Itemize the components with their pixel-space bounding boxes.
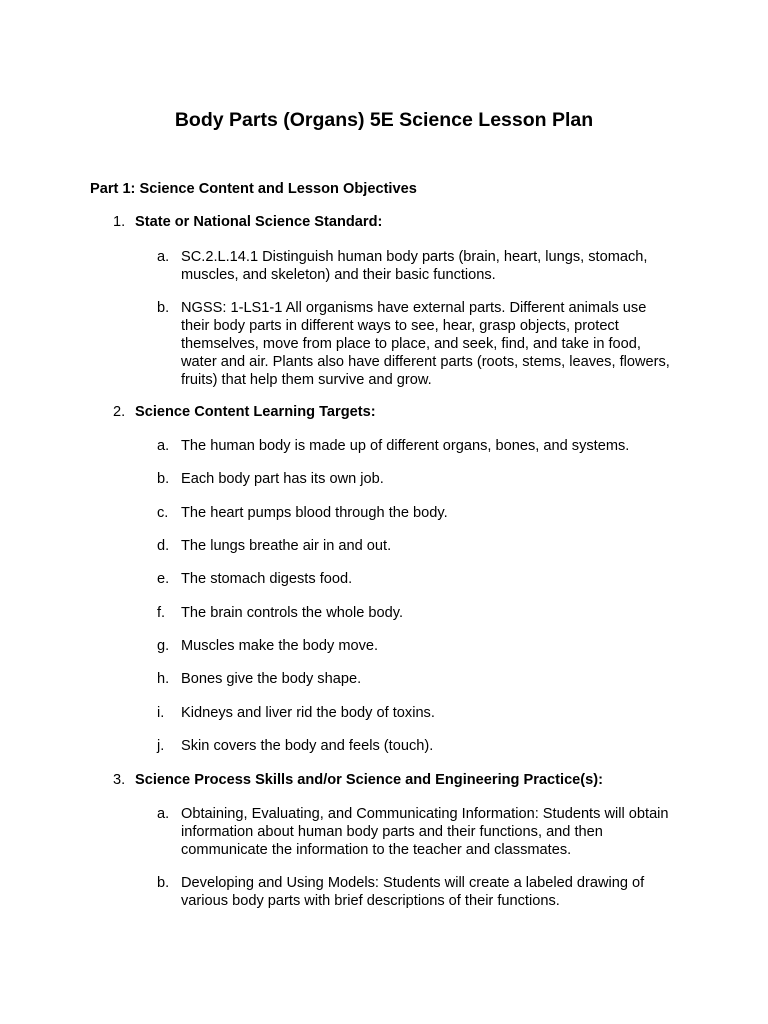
list-item-text: Bones give the body shape.	[181, 671, 362, 687]
list-item-text: The lungs breathe air in and out.	[181, 538, 392, 554]
section-heading	[113, 771, 603, 789]
list-item-text: Muscles make the body move.	[181, 638, 379, 654]
list-item-marker: a.	[157, 249, 170, 265]
list-item-marker: f.	[157, 605, 166, 621]
list-item	[157, 737, 677, 755]
section-number: 2.	[113, 404, 126, 420]
section-title: State or National Science Standard:	[135, 214, 383, 230]
list-item-text: Each body part has its own job.	[181, 471, 384, 487]
list-item-text: Developing and Using Models: Students will create a labeled drawing of various body parts with brief descriptions of their functions.	[181, 875, 645, 909]
list-item-marker: b.	[157, 471, 170, 487]
list-item-text: The stomach digests food.	[181, 571, 353, 587]
list-item-text: Skin covers the body and feels (touch).	[181, 738, 434, 754]
list-item	[157, 670, 677, 688]
list-item	[157, 704, 677, 722]
list-item	[157, 537, 677, 555]
section-number: 3.	[113, 772, 126, 788]
part-heading: Part 1: Science Content and Lesson Objectives	[90, 181, 417, 197]
list-item-text: NGSS: 1-LS1-1 All organisms have external parts. Different animals use their body parts in different ways to see, hear, grasp objects, protect themselves, move from place to place, and seek, find, and take in food, water and air. Plants also have different parts (roots, stems, leaves, flowers, fruits) that help them survive and grow.	[181, 300, 670, 388]
list-item	[157, 437, 677, 455]
list-item-text: SC.2.L.14.1 Distinguish human body parts (brain, heart, lungs, stomach, muscles, and skeleton) and their basic functions.	[181, 249, 648, 283]
list-item-text: The brain controls the whole body.	[181, 605, 404, 621]
list-item	[157, 637, 677, 655]
list-item	[157, 470, 677, 488]
list-item-text: The human body is made up of different organs, bones, and systems.	[181, 438, 630, 454]
list-item	[157, 299, 677, 389]
list-item-text: Obtaining, Evaluating, and Communicating Information: Students will obtain information about human body parts and their functions, and then communicate the information to the teacher and classmates.	[181, 806, 669, 858]
section-heading	[113, 403, 376, 421]
list-item-marker: e.	[157, 571, 170, 587]
list-item-marker: b.	[157, 300, 170, 316]
section-heading	[113, 213, 382, 231]
section-title: Science Process Skills and/or Science and Engineering Practice(s):	[135, 772, 603, 788]
list-item-text: The heart pumps blood through the body.	[181, 505, 448, 521]
list-item-text: Kidneys and liver rid the body of toxins.	[181, 705, 435, 721]
list-item	[157, 504, 677, 522]
list-item-marker: a.	[157, 438, 170, 454]
list-item	[157, 805, 677, 859]
document-title: Body Parts (Organs) 5E Science Lesson Plan	[174, 109, 594, 131]
list-item	[157, 570, 677, 588]
list-item	[157, 874, 677, 910]
list-item-marker: i.	[157, 705, 165, 721]
section-number: 1.	[113, 214, 126, 230]
list-item-marker: d.	[157, 538, 170, 554]
list-item	[157, 604, 677, 622]
list-item-marker: g.	[157, 638, 170, 654]
list-item-marker: j.	[157, 738, 165, 754]
section-title: Science Content Learning Targets:	[135, 404, 376, 420]
list-item	[157, 248, 677, 284]
list-item-marker: h.	[157, 671, 170, 687]
list-item-marker: a.	[157, 806, 170, 822]
list-item-marker: c.	[157, 505, 169, 521]
list-item-marker: b.	[157, 875, 170, 891]
